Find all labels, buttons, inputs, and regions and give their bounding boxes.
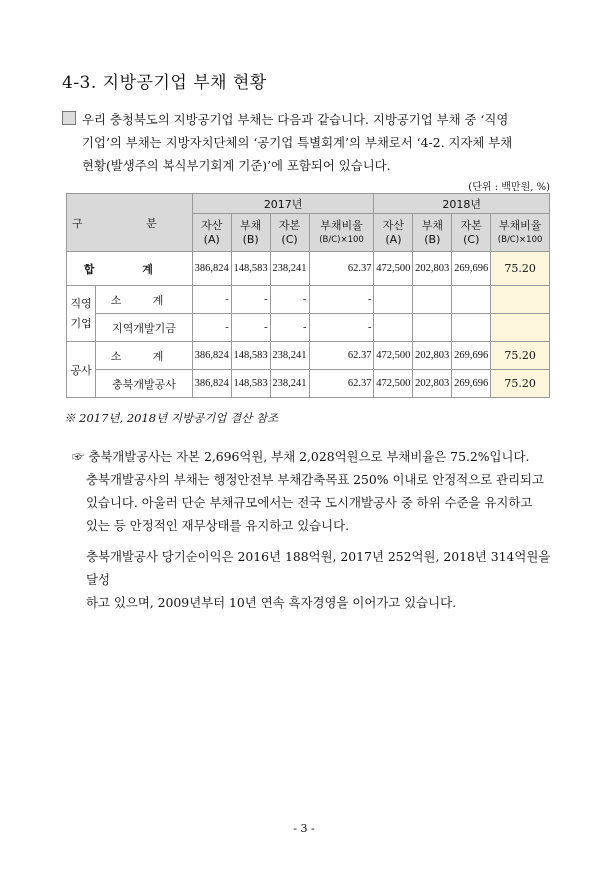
profit-line-2: 하고 있으며, 2009년부터 10년 연속 흑자경영을 이어가고 있습니다.	[86, 595, 457, 610]
point-line-4: 있는 등 안정적인 재무상태를 유지하고 있습니다.	[86, 518, 350, 533]
table-cell: 269,696	[452, 370, 491, 398]
header-ratio-2017: 부채비율 (B/C)×100	[309, 214, 374, 252]
intro-line-1	[62, 108, 552, 131]
page-number: - 3 -	[293, 822, 315, 835]
table-cell: 386,824	[192, 342, 231, 370]
header-capital-2018: 자본 (C)	[452, 214, 491, 252]
table-cell	[374, 286, 413, 314]
intro-paragraph	[62, 108, 552, 177]
header-debt-2018: 부채 (B)	[413, 214, 452, 252]
table-cell: 62.37	[309, 252, 374, 286]
profit-paragraph	[86, 545, 552, 614]
table-cell: 148,583	[231, 342, 270, 370]
table-cell	[374, 314, 413, 342]
point-line-3: 있습니다. 아울러 단순 부채규모에서는 전국 도시개발공사 중 하위 수준을 유지하고	[86, 495, 533, 510]
unit-label: (단위 : 백만원, %)	[468, 182, 550, 193]
header-asset-2017: 자산 (A)	[192, 214, 231, 252]
table-cell: -	[309, 314, 374, 342]
table-cell: 269,696	[452, 252, 491, 286]
point-line-1	[72, 445, 552, 468]
debt-table	[66, 193, 550, 398]
table-cell: -	[309, 286, 374, 314]
row-label: 소 계	[96, 286, 192, 314]
table-cell	[413, 286, 452, 314]
header-gubun: 구 분	[67, 194, 193, 252]
group-label-corp: 공사	[67, 342, 96, 398]
table-cell: 148,583	[231, 252, 270, 286]
table-cell: 75.20	[491, 370, 550, 398]
table-cell: 148,583	[231, 370, 270, 398]
source-note: ※ 2017년, 2018년 지방공기업 결산 참조	[64, 411, 279, 425]
table-cell: -	[192, 314, 231, 342]
table-cell: 472,500	[374, 370, 413, 398]
table-cell: 75.20	[491, 252, 550, 286]
table-cell: 62.37	[309, 370, 374, 398]
profit-line-1: 충북개발공사 당기순이익은 2016년 188억원, 2017년 252억원, 2018년 314억원을 달성	[86, 549, 551, 587]
bullet-box-icon	[62, 111, 76, 125]
header-asset-2018: 자산 (A)	[374, 214, 413, 252]
table-cell	[452, 314, 491, 342]
intro-line-1-text: 우리 충청북도의 지방공기업 부채는 다음과 같습니다. 지방공기업 부채 중 ‘직영	[82, 112, 509, 127]
header-capital-2017: 자본 (C)	[270, 214, 309, 252]
table-cell: 238,241	[270, 342, 309, 370]
table-cell	[452, 286, 491, 314]
header-ratio-2018: 부채비율 (B/C)×100	[491, 214, 550, 252]
table-cell: -	[192, 286, 231, 314]
group-label-direct: 직영 기업	[67, 286, 96, 342]
intro-line-2: 기업’의 부채는 지방자치단체의 ‘공기업 특별회계’의 부채로서 ‘4-2. 지자체 부채	[82, 135, 513, 150]
point-line-1-text: 충북개발공사는 자본 2,696억원, 부채 2,028억원으로 부채비율은 75.2%입니다.	[88, 449, 530, 464]
table-cell: 62.37	[309, 342, 374, 370]
table-cell: -	[231, 286, 270, 314]
table-cell: -	[270, 286, 309, 314]
table-cell: 386,824	[192, 252, 231, 286]
row-label: 지역개발기금	[96, 314, 192, 342]
table-cell	[413, 314, 452, 342]
table-row-total	[67, 252, 550, 286]
section-title: 4-3. 지방공기업 부채 현황	[62, 73, 267, 93]
table-row	[67, 286, 550, 314]
row-label-total: 합 계	[67, 252, 193, 286]
intro-line-3: 현황(발생주의 복식부기회계 기준)’에 포함되어 있습니다.	[82, 158, 391, 173]
row-label: 소 계	[96, 342, 192, 370]
table-cell: 202,803	[413, 342, 452, 370]
table-row	[67, 342, 550, 370]
point-line-2: 충북개발공사의 부채는 행정안전부 부채감축목표 250% 이내로 안정적으로 관리되고	[86, 472, 544, 487]
table-cell: 75.20	[491, 342, 550, 370]
header-debt-2017: 부채 (B)	[231, 214, 270, 252]
table-cell	[491, 314, 550, 342]
pointing-hand-icon: ☞	[72, 449, 85, 464]
table-cell: -	[231, 314, 270, 342]
table-cell: -	[270, 314, 309, 342]
table-cell: 472,500	[374, 252, 413, 286]
table-cell: 269,696	[452, 342, 491, 370]
table-cell	[491, 286, 550, 314]
table-cell: 238,241	[270, 252, 309, 286]
header-year-2017: 2017년	[192, 194, 374, 214]
table-cell: 386,824	[192, 370, 231, 398]
table-row	[67, 370, 550, 398]
table-row	[67, 314, 550, 342]
table-cell: 472,500	[374, 342, 413, 370]
point-paragraph	[72, 445, 552, 537]
row-label: 충북개발공사	[96, 370, 192, 398]
table-cell: 202,803	[413, 252, 452, 286]
table-cell: 238,241	[270, 370, 309, 398]
header-year-2018: 2018년	[374, 194, 550, 214]
table-cell: 202,803	[413, 370, 452, 398]
